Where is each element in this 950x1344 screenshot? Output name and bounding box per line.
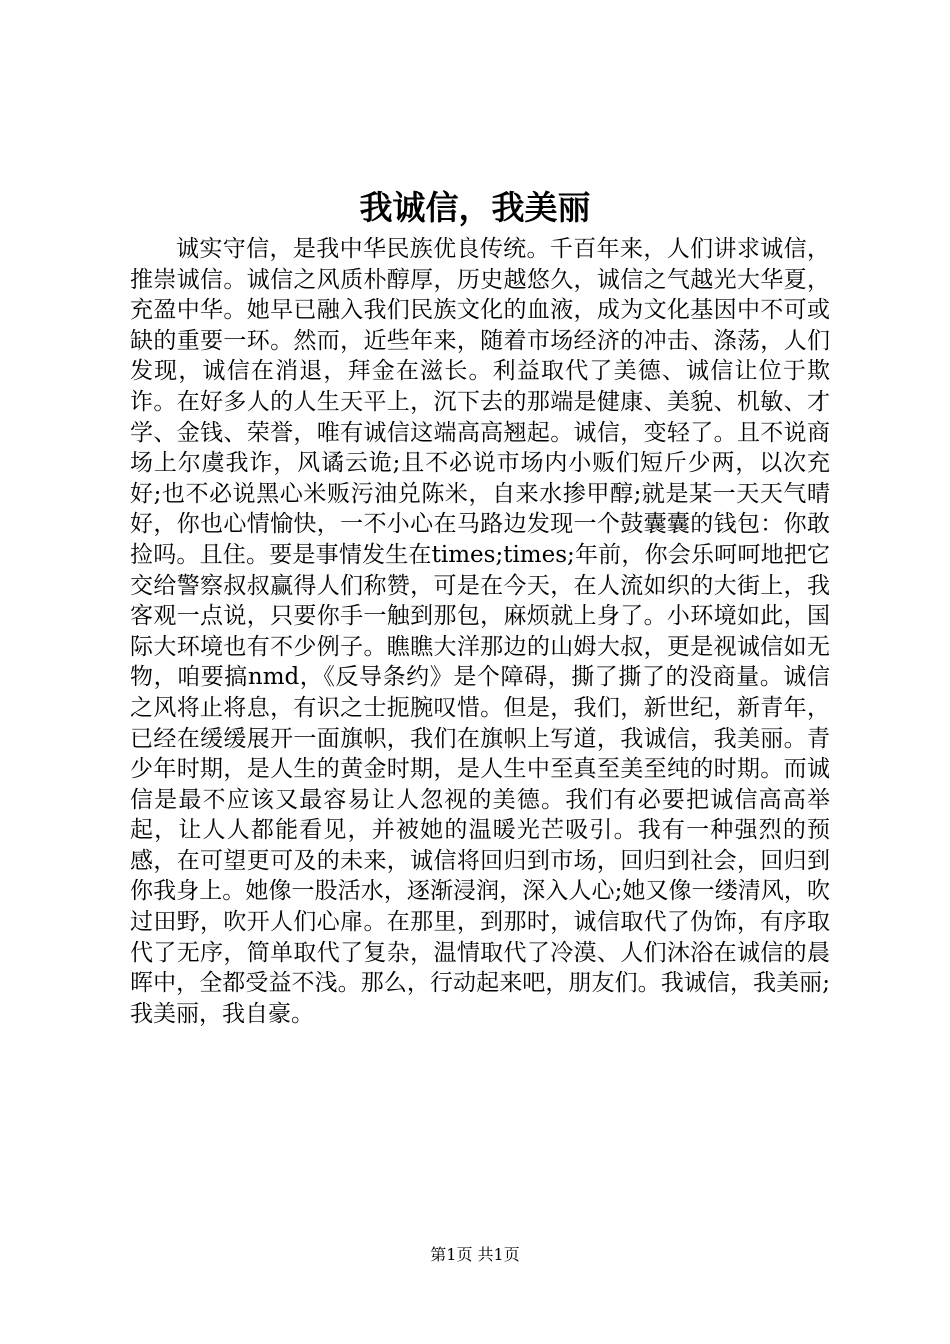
page-footer: 第1页 共1页 <box>430 1245 520 1264</box>
body-paragraph: 诚实守信，是我中华民族优良传统。千百年来，人们讲求诚信，推崇诚信。诚信之风质朴醇厚，历史越悠久，诚信之气越光大华夏，充盈中华。她早已融入我们民族文化的血液，成为文化基因中不可或缺的重要一环。然而，近些年来，随着市场经济的冲击、涤荡，人们发现，诚信在消退，拜金在滋长。利益取代了美德、诚信让位于欺诈。在好多人的人生天平上，沉下去的那端是健康、美貌、机敏、才学、金钱、荣誉，唯有诚信这端高高翘起。诚信，变轻了。且不说商场上尔虞我诈，风谲云诡;且不必说市场内小贩们短斤少两，以次充好;也不必说黑心米贩污油兑陈米，自来水掺甲醇;就是某一天天气晴好，你也心情愉快，一不小心在马路边发现一个鼓囊囊的钱包：你敢捡吗。且住。要是事情发生在times;times;年前，你会乐呵呵地把它交给警察叔叔赢得人们称赞，可是在今天，在人流如织的大街上，我客观一点说，只要你手一触到那包，麻烦就上身了。小环境如此，国际大环境也有不少例子。瞧瞧大洋那边的山姆大叔，更是视诚信如无物，咱要搞nmd，《反导条约》是个障碍，撕了撕了的没商量。诚信之风将止将息，有识之士扼腕叹惜。但是，我们，新世纪，新青年，已经在缓缓展开一面旗帜，我们在旗帜上写道，我诚信，我美丽。青少年时期，是人生的黄金时期，是人生中至真至美至纯的时期。而诚信是最不应该又最容易让人忽视的美德。我们有必要把诚信高高举起，让人人都能看见，并被她的温暖光芒吸引。我有一种强烈的预感，在可望更可及的未来，诚信将回归到市场，回归到社会，回归到你我身上。她像一股活水，逐渐浸润，深入人心;她又像一缕清风，吹过田野，吹开人们心扉。在那里，到那时，诚信取代了伪饰，有序取代了无序，简单取代了复杂，温情取代了冷漠、人们沐浴在诚信的晨晖中，全都受益不浅。那么，行动起来吧，朋友们。我诚信，我美丽;我美丽，我自豪。 <box>130 236 830 1027</box>
document-title: 我诚信，我美丽 <box>359 188 591 227</box>
